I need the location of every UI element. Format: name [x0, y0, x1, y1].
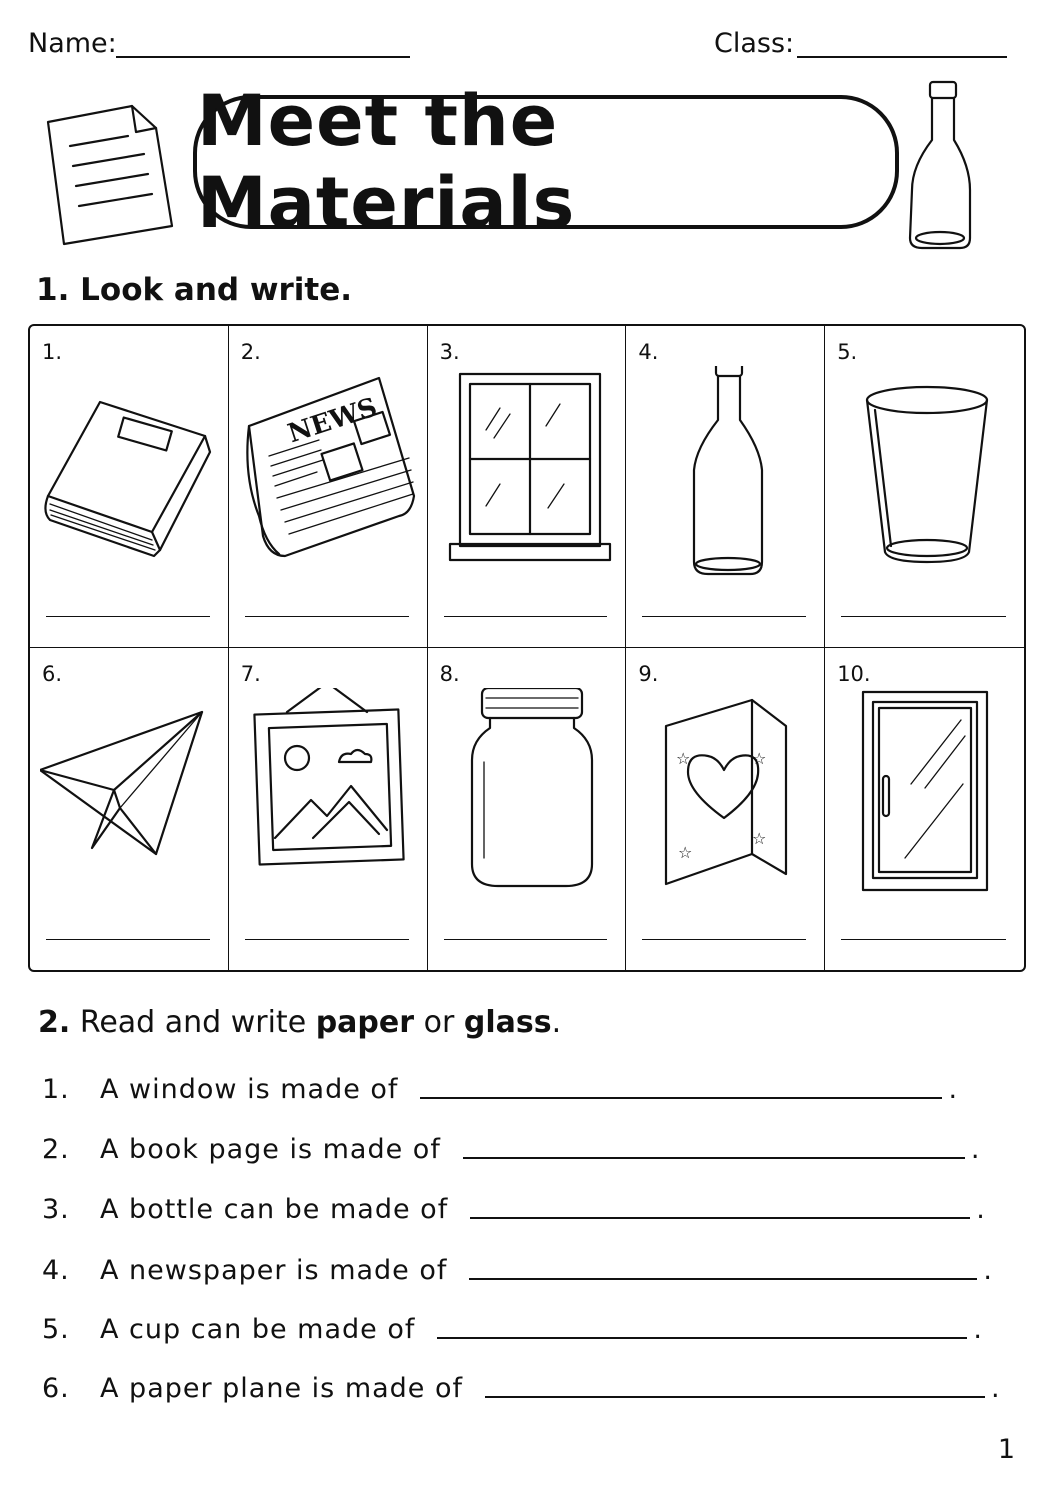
grid-cell [229, 648, 428, 970]
item-number: 3. [439, 340, 460, 364]
section1-heading: 1. Look and write. [36, 272, 353, 308]
question-period: . [948, 1074, 959, 1105]
keyword-glass: glass [463, 1005, 552, 1040]
grid-cell [825, 326, 1024, 648]
grid-cell [229, 326, 428, 648]
name-label: Name: [28, 28, 117, 59]
question-period: . [983, 1255, 993, 1286]
item-number: 4. [638, 340, 659, 364]
answer-line[interactable] [642, 939, 806, 940]
question-number: 3. [42, 1194, 70, 1225]
grid-cell [428, 648, 627, 970]
class-label: Class: [714, 28, 795, 59]
item-number: 10. [837, 662, 871, 686]
question-number: 4. [42, 1255, 70, 1286]
answer-line[interactable] [642, 616, 806, 617]
bottle-icon [900, 78, 980, 254]
question-number: 5. [42, 1314, 70, 1345]
greeting-card-icon [636, 688, 814, 898]
question-period: . [991, 1373, 1001, 1404]
answer-line[interactable] [46, 939, 210, 940]
question-number: 1. [42, 1074, 70, 1105]
newspaper-icon [239, 366, 417, 576]
question-row [42, 1194, 986, 1225]
question-text: A bottle can be made of [100, 1194, 449, 1225]
star-icon: ☆ [678, 843, 693, 862]
answer-line[interactable] [245, 616, 409, 617]
page-number: 1 [997, 1434, 1015, 1465]
question-text: A newspaper is made of [100, 1255, 448, 1286]
star-icon: ☆ [676, 749, 691, 768]
question-row [42, 1314, 983, 1345]
drinking-glass-icon [835, 366, 1013, 576]
section2-connector: or [423, 1005, 455, 1040]
picture-frame-icon [239, 688, 417, 898]
question-text: A book page is made of [100, 1134, 441, 1165]
question-row [42, 1074, 958, 1105]
paper-plane-icon [40, 688, 218, 898]
answer-blank[interactable] [469, 1278, 977, 1280]
question-number: 6. [42, 1373, 70, 1404]
section2-number: 2. [38, 1005, 71, 1040]
paper-sheet-icon [40, 100, 180, 250]
grid-cell [428, 326, 627, 648]
title-banner [193, 80, 899, 244]
section2-heading [38, 1005, 561, 1040]
answer-line[interactable] [46, 616, 210, 617]
grid-cell [30, 326, 229, 648]
answer-line[interactable] [245, 939, 409, 940]
star-icon: ☆ [752, 749, 767, 768]
window-icon [438, 366, 616, 576]
answer-line[interactable] [841, 616, 1006, 617]
item-number: 5. [837, 340, 858, 364]
page-title: Meet the Materials [197, 80, 576, 244]
section2-period: . [551, 1005, 562, 1040]
glass-door-icon [835, 688, 1013, 898]
question-number: 2. [42, 1134, 70, 1165]
keyword-paper: paper [315, 1005, 415, 1040]
grid-cell [626, 648, 825, 970]
book-icon [40, 366, 218, 576]
grid-cell [626, 326, 825, 648]
question-period: . [970, 1134, 981, 1165]
bottle-icon [636, 366, 814, 576]
question-row [42, 1134, 980, 1165]
grid-cell [30, 648, 229, 970]
item-number: 9. [638, 662, 659, 686]
jar-icon [438, 688, 616, 898]
picture-grid [28, 324, 1026, 972]
answer-line[interactable] [444, 616, 608, 617]
question-text: A paper plane is made of [100, 1373, 464, 1404]
name-field[interactable] [116, 56, 410, 58]
question-period: . [973, 1314, 983, 1345]
question-row [42, 1255, 993, 1286]
item-number: 6. [42, 662, 63, 686]
answer-blank[interactable] [485, 1396, 985, 1398]
answer-blank[interactable] [463, 1157, 965, 1159]
item-number: 1. [42, 340, 63, 364]
answer-blank[interactable] [437, 1337, 967, 1339]
item-number: 2. [240, 340, 261, 364]
class-field[interactable] [797, 56, 1007, 58]
question-period: . [976, 1194, 986, 1225]
grid-cell [825, 648, 1024, 970]
question-text: A window is made of [100, 1074, 399, 1105]
answer-blank[interactable] [420, 1097, 942, 1099]
answer-blank[interactable] [470, 1217, 970, 1219]
item-number: 8. [439, 662, 460, 686]
question-row [42, 1373, 1001, 1404]
question-text: A cup can be made of [100, 1314, 416, 1345]
section2-instruction: Read and write [79, 1005, 307, 1040]
star-icon: ☆ [752, 829, 767, 848]
item-number: 7. [240, 662, 261, 686]
answer-line[interactable] [444, 939, 608, 940]
news-masthead: NEWS [284, 392, 381, 450]
answer-line[interactable] [841, 939, 1006, 940]
